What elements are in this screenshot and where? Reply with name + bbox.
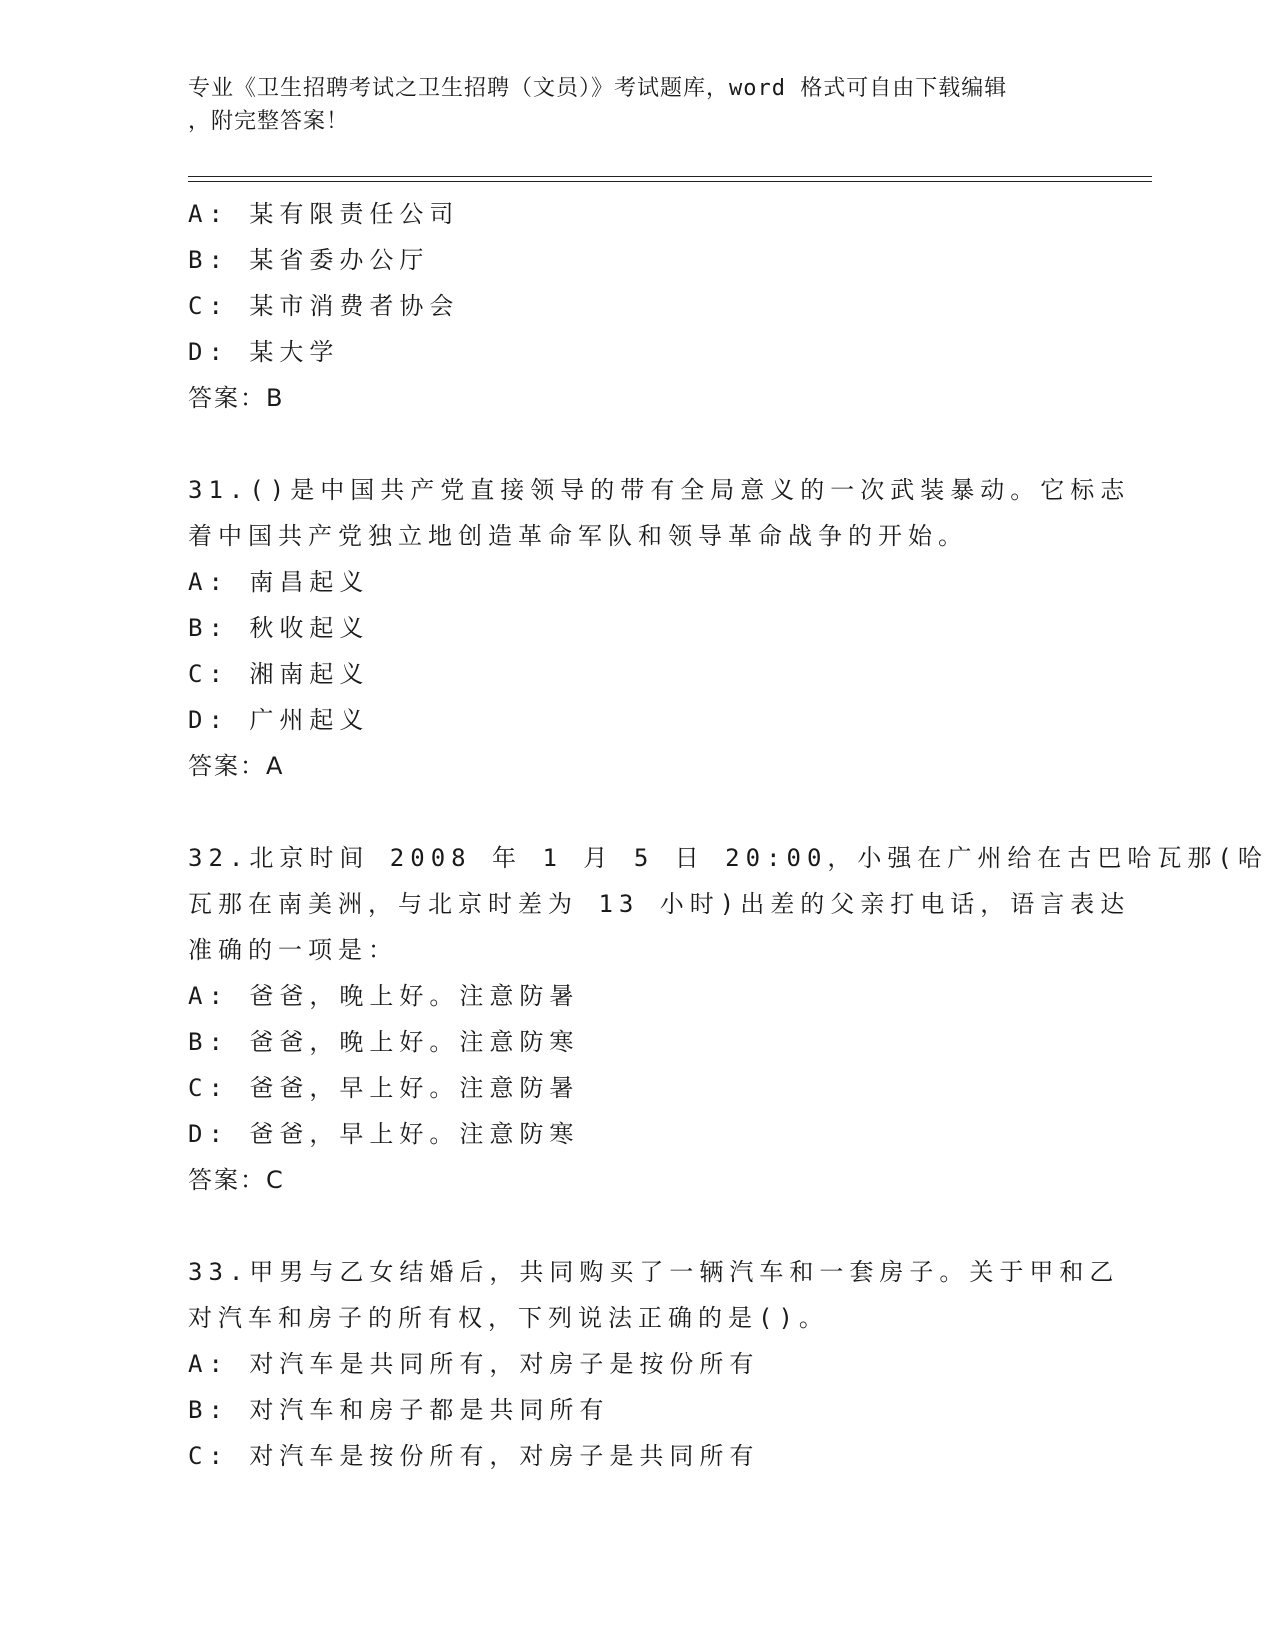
header-divider-bottom — [188, 181, 1152, 182]
question-stem-line: 33.甲男与乙女结婚后，共同购买了一辆汽车和一套房子。关于甲和乙 — [188, 1258, 1120, 1286]
option-c: C: 爸爸，早上好。注意防暑 — [188, 1074, 580, 1102]
question-33 — [188, 1249, 1120, 1479]
answer-line: 答案：C — [188, 1166, 285, 1194]
option-d: D: 爸爸，早上好。注意防寒 — [188, 1120, 580, 1148]
document-header — [188, 72, 1068, 138]
answer-line: 答案：B — [188, 384, 285, 412]
option-a: A: 南昌起义 — [188, 568, 370, 596]
document-body — [188, 191, 1268, 1479]
option-a: A: 对汽车是共同所有，对房子是按份所有 — [188, 1350, 760, 1378]
option-c: C: 湘南起义 — [188, 660, 370, 688]
option-d: D: 某大学 — [188, 338, 340, 366]
option-b: B: 某省委办公厅 — [188, 246, 430, 274]
question-stem-line: 瓦那在南美洲，与北京时差为 13 小时)出差的父亲打电话，语言表达 — [188, 890, 1131, 918]
header-line-2: ，附完整答案！ — [188, 109, 350, 134]
question-32 — [188, 835, 1268, 1203]
answer-line: 答案：A — [188, 752, 285, 780]
question-30 — [188, 191, 1088, 421]
option-b: B: 对汽车和房子都是共同所有 — [188, 1396, 610, 1424]
option-b: B: 爸爸，晚上好。注意防寒 — [188, 1028, 580, 1056]
option-c: C: 某市消费者协会 — [188, 292, 460, 320]
option-b: B: 秋收起义 — [188, 614, 370, 642]
option-d: D: 广州起义 — [188, 706, 370, 734]
question-31 — [188, 467, 1131, 789]
question-stem-line: 32.北京时间 2008 年 1 月 5 日 20:00，小强在广州给在古巴哈瓦那(哈 — [188, 844, 1268, 872]
option-a: A: 爸爸，晚上好。注意防暑 — [188, 982, 580, 1010]
option-a: A: 某有限责任公司 — [188, 200, 460, 228]
question-stem-line: 着中国共产党独立地创造革命军队和领导革命战争的开始。 — [188, 522, 968, 550]
question-stem-line: 准确的一项是： — [188, 936, 398, 964]
option-c: C: 对汽车是按份所有，对房子是共同所有 — [188, 1442, 760, 1470]
question-stem-line: 对汽车和房子的所有权，下列说法正确的是()。 — [188, 1304, 829, 1332]
question-stem-line: 31.()是中国共产党直接领导的带有全局意义的一次武装暴动。它标志 — [188, 476, 1131, 504]
header-line-1: 专业《卫生招聘考试之卫生招聘（文员）》考试题库，word 格式可自由下载编辑 — [188, 76, 1008, 101]
header-divider-top — [188, 176, 1152, 177]
